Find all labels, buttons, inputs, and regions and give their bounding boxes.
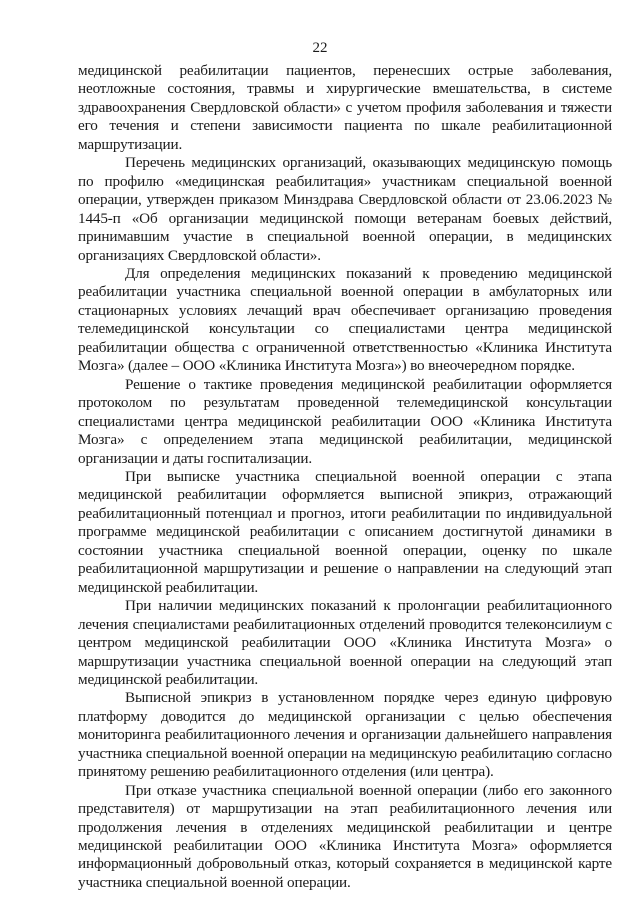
paragraph-discharge: При выписке участника специальной военной операции с этапа медицинской реабилитации оформляется выписной эпикриз, отражающий реабилитационный потенциал и прогноз, итоги реабилитации по индивидуальной программе медицинской реабилитации с описанием достигнутой динамики в состоянии участника специальной военной операции, оценку по шкале реабилитационной маршрутизации и решение о направлении на следующий этап медицинской реабилитации. <box>78 467 612 596</box>
paragraph-organizations-list: Перечень медицинских организаций, оказывающих медицинскую помощь по профилю «медицинская реабилитация» участникам специальной военной операции, утвержден приказом Минздрава Свердловской области от 23.06.2023 № 1445-п «Об организации медицинской помощи ветеранам боевых действий, принимавшим участие в специальной военной операции, в медицинских организациях Свердловской области». <box>78 154 612 264</box>
paragraph-tactics-decision: Решение о тактике проведения медицинской реабилитации оформляется протоколом по результатам проведенной телемедицинской консультации специалистами центра медицинской реабилитации ООО «Клиника Института Мозга» с определением этапа медицинской реабилитации, медицинской организации и даты госпитализации. <box>78 375 612 467</box>
paragraph-refusal: При отказе участника специальной военной операции (либо его законного представителя) от маршрутизации на этап реабилитационного лечения или продолжения лечения в отделениях медицинской реабилитации и центре медицинской реабилитации ООО «Клиника Института Мозга» оформляется информационный добровольный отказ, который сохраняется в медицинской карте участника специальной военной операции. <box>78 781 612 891</box>
paragraph-indications: Для определения медицинских показаний к проведению медицинской реабилитации участника специальной военной операции в амбулаторных или стационарных условиях лечащий врач обеспечивает организацию проведения телемедицинской консультации со специалистами центра медицинской реабилитации общества с ограниченной ответственностью «Клиника Института Мозга» (далее – ООО «Клиника Института Мозга») во внеочередном порядке. <box>78 264 612 375</box>
paragraph-prolongation: При наличии медицинских показаний к пролонгации реабилитационного лечения специалистами реабилитационных отделений проводится телеконсилиум с центром медицинской реабилитации ООО «Клиника Института Мозга» о маршрутизации участника специальной военной операции на следующий этап медицинской реабилитации. <box>78 597 612 688</box>
paragraph-continuation: медицинской реабилитации пациентов, перенесших острые заболевания, неотложные состояния, травмы и хирургические вмешательства, в системе здравоохранения Свердловской области» с учетом профиля заболевания и тяжести его течения и степени зависимости пациента по шкале реабилитационной маршрутизации. <box>78 62 612 153</box>
paragraph-epicrisis: Выписной эпикриз в установленном порядке через единую цифровую платформу доводится до медицинской организации с целью обеспечения мониторинга реабилитационного лечения и организации дальнейшего направления участника специальной военной операции на медицинскую реабилитацию согласно принятому решению реабилитационного отделения (или центра). <box>78 689 612 781</box>
page-number: 22 <box>312 40 328 56</box>
document-body <box>78 62 612 892</box>
